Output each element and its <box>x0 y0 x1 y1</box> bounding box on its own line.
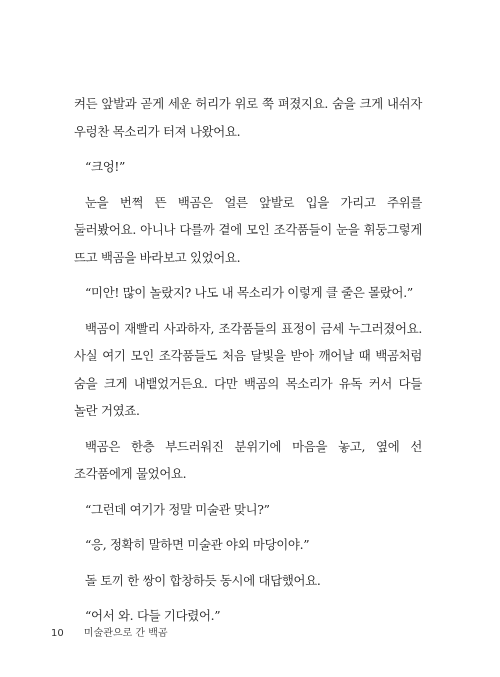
book-title: 미술관으로 간 백곰 <box>83 628 168 639</box>
paragraph: “미안! 많이 놀랐지? 나도 내 목소리가 이렇게 클 줄은 몰랐어.” <box>85 285 413 300</box>
page-number: 10 <box>51 628 64 639</box>
paragraph: 눈을 번쩍 뜬 백곰은 얼른 앞발로 입을 가리고 주위를 둘러봤어요. 아니나 다를까 곁에 모인 조각품들이 눈을 휘둥그렇게 뜨고 백곰을 바라보고 있었어요. <box>74 194 422 265</box>
paragraph: “크엉!” <box>85 159 126 174</box>
paragraph: 돌 토끼 한 쌍이 합창하듯 동시에 대답했어요. <box>85 572 321 588</box>
paragraph: “응, 정확히 말하면 미술관 야외 마당이야.” <box>85 537 310 552</box>
paragraph: 백곰은 한층 부드러워진 분위기에 마음을 놓고, 옆에 선 조각품에게 물었어요. <box>74 438 422 481</box>
page-footer <box>51 624 168 639</box>
body-text <box>74 90 422 638</box>
paragraph: “어서 와. 다들 기다렸어.” <box>85 608 221 623</box>
paragraph: 백곰이 재빨리 사과하자, 조각품들의 표정이 금세 누그러졌어요. 사실 여기 모인 조각품들도 처음 달빛을 받아 깨어날 때 백곰처럼 숨을 크게 내뱉었거든요. 다만 백곰의 목소리가 유독 커서 다들 놀란 거였죠. <box>74 320 422 418</box>
paragraph: “그런데 여기가 정말 미술관 맞니?” <box>85 501 270 517</box>
paragraph: 켜든 앞발과 곧게 세운 허리가 위로 쭉 펴졌지요. 숨을 크게 내쉬자 우렁찬 목소리가 터져 나왔어요. <box>74 96 422 139</box>
